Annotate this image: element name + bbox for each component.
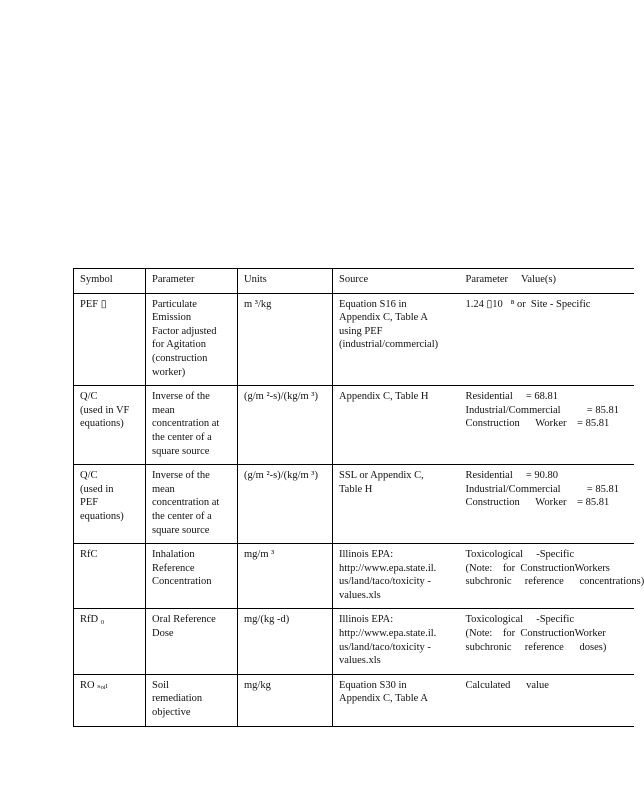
cell-symbol: RfD ₀ [74,609,146,674]
table-header-row [74,269,634,294]
table-row [74,609,634,674]
header-units: Units [238,269,333,294]
cell-source: Appendix C, Table H [333,386,460,465]
parameters-table [73,268,644,727]
cell-source: Illinois EPA: http://www.epa.state.il. us/land/taco/toxicity - values.xls [333,544,460,609]
table-row [74,386,634,465]
cell-value: 1.24 ▯10 ⁸ or Site - Specific [460,293,634,386]
cell-symbol: PEF ▯ [74,293,146,386]
cell-symbol: Q/C (used in VF equations) [74,386,146,465]
table-row [74,465,634,544]
cell-parameter: Inhalation Reference Concentration [146,544,238,609]
cell-parameter: Soil remediation objective [146,674,238,726]
cell-symbol: RO ₛₒᵢₗ [74,674,146,726]
cell-value: Toxicological -Specific (Note: for ConstructionWorker subchronic reference doses) [460,609,634,674]
header-source: Source [333,269,460,294]
cell-source: Equation S30 in Appendix C, Table A [333,674,460,726]
table-row [74,293,634,386]
cell-units: mg/(kg -d) [238,609,333,674]
cell-source: Equation S16 in Appendix C, Table A using PEF (industrial/commercial) [333,293,460,386]
header-parameter-values: Parameter Value(s) [460,269,634,294]
cell-value: Toxicological -Specific (Note: for ConstructionWorkers subchronic reference concentrations) [460,544,634,609]
cell-units: (g/m ²-s)/(kg/m ³) [238,386,333,465]
cell-parameter: Inverse of the mean concentration at the center of a square source [146,465,238,544]
cell-parameter: Particulate Emission Factor adjusted for Agitation (construction worker) [146,293,238,386]
table-row [74,674,634,726]
cell-parameter: Inverse of the mean concentration at the center of a square source [146,386,238,465]
header-symbol: Symbol [74,269,146,294]
cell-units: mg/m ³ [238,544,333,609]
cell-units: m ³/kg [238,293,333,386]
cell-parameter: Oral Reference Dose [146,609,238,674]
cell-source: Illinois EPA: http://www.epa.state.il. us/land/taco/toxicity - values.xls [333,609,460,674]
cell-units: mg/kg [238,674,333,726]
cell-source: SSL or Appendix C, Table H [333,465,460,544]
cell-symbol: RfC [74,544,146,609]
table-row [74,544,634,609]
cell-value: Residential = 90.80 Industrial/Commercial = 85.81 Construction Worker = 85.81 [460,465,634,544]
header-parameter: Parameter [146,269,238,294]
cell-value: Calculated value [460,674,634,726]
cell-value: Residential = 68.81 Industrial/Commercial = 85.81 Construction Worker = 85.81 [460,386,634,465]
cell-units: (g/m ²-s)/(kg/m ³) [238,465,333,544]
cell-symbol: Q/C (used in PEF equations) [74,465,146,544]
